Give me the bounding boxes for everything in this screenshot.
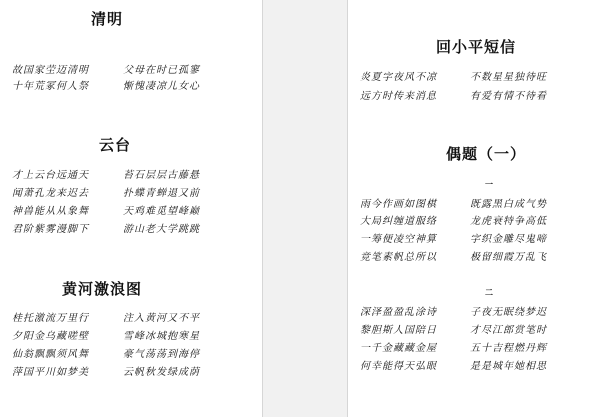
poem-line: 黎胆斯人国陪日 — [360, 325, 437, 336]
poem-line: 五十吉程燃丹辉 — [470, 343, 547, 354]
right-page — [348, 0, 600, 417]
poem-line: 扑蝶青蝉退又前 — [123, 188, 200, 199]
poem-line: 不数星星独待旺 — [470, 72, 547, 83]
poem-line: 云帆秋发绿成荫 — [123, 367, 200, 378]
poem-line: 注入黄河又不平 — [123, 313, 200, 324]
poem-line: 闻萧孔龙来迟去 — [12, 188, 89, 199]
poem-line: 桂托激流万里行 — [12, 313, 89, 324]
poem-line: 炎夏字夜风不凉 — [360, 72, 437, 83]
poem-line: 远方时传来消息 — [360, 91, 437, 102]
poem-line: 一千金藏藏金屋 — [360, 343, 437, 354]
poem-line: 极留细霞万乱飞 — [470, 252, 547, 263]
poem-line: 游山老大学跳跳 — [123, 224, 200, 235]
gutter-divider-left — [262, 0, 263, 417]
poem-line: 有爱有情不待看 — [470, 91, 547, 102]
poem-line: 仙翁飘飘须风舞 — [12, 349, 89, 360]
poem-line: 竞笔素帆总所以 — [360, 252, 437, 263]
poem-line: 故国家茔迈清明 — [12, 65, 89, 76]
poem-title-huanghe: 黄河激浪图 — [62, 280, 143, 298]
poem-line: 惭愧凄凉儿女心 — [123, 81, 200, 92]
poem-line: 君阶紫雾漫脚下 — [12, 224, 89, 235]
poem-title-outi: 偶题（一） — [446, 145, 527, 163]
poem-line: 子夜无眠绕梦迟 — [470, 307, 547, 318]
section-marker-one: 一 — [485, 180, 493, 189]
poem-line: 豪气荡荡到海停 — [123, 349, 200, 360]
left-page — [0, 0, 262, 417]
poem-title-yuntai: 云台 — [99, 136, 132, 154]
poem-line: 才上云台远通天 — [12, 170, 89, 181]
poem-line: 深泽盈盈乱涂诗 — [360, 307, 437, 318]
poem-line: 字织金雕尽鬼啼 — [470, 234, 547, 245]
poem-line: 苔石层层古藤悬 — [123, 170, 200, 181]
poem-line: 父母在时已孤寥 — [123, 65, 200, 76]
poem-line: 十年荒冢何人祭 — [12, 81, 89, 92]
poem-title-huixiaoping: 回小平短信 — [436, 38, 517, 56]
poem-line: 夕阳金乌藏嗟壁 — [12, 331, 89, 342]
poem-line: 雪峰冰城抱寒星 — [123, 331, 200, 342]
section-marker-two: 二 — [485, 288, 493, 297]
poem-line: 神兽能从从象舞 — [12, 206, 89, 217]
poem-line: 既露黑白成气势 — [470, 199, 547, 210]
poem-line: 大局纠缠道服络 — [360, 216, 437, 227]
poem-line: 一筹便凌空神算 — [360, 234, 437, 245]
poem-line: 萍国平川如梦美 — [12, 367, 89, 378]
poem-line: 雨今作画如图棋 — [360, 199, 437, 210]
poem-line: 才尽江郎赏笔时 — [470, 325, 547, 336]
poem-title-qingming: 清明 — [91, 10, 124, 28]
poem-line: 何幸能得天弘眼 — [360, 361, 437, 372]
poem-line: 是是城年她相思 — [470, 361, 547, 372]
poem-line: 龙虎衰特争高低 — [470, 216, 547, 227]
poem-line: 天鸡难觅望峰巅 — [123, 206, 200, 217]
